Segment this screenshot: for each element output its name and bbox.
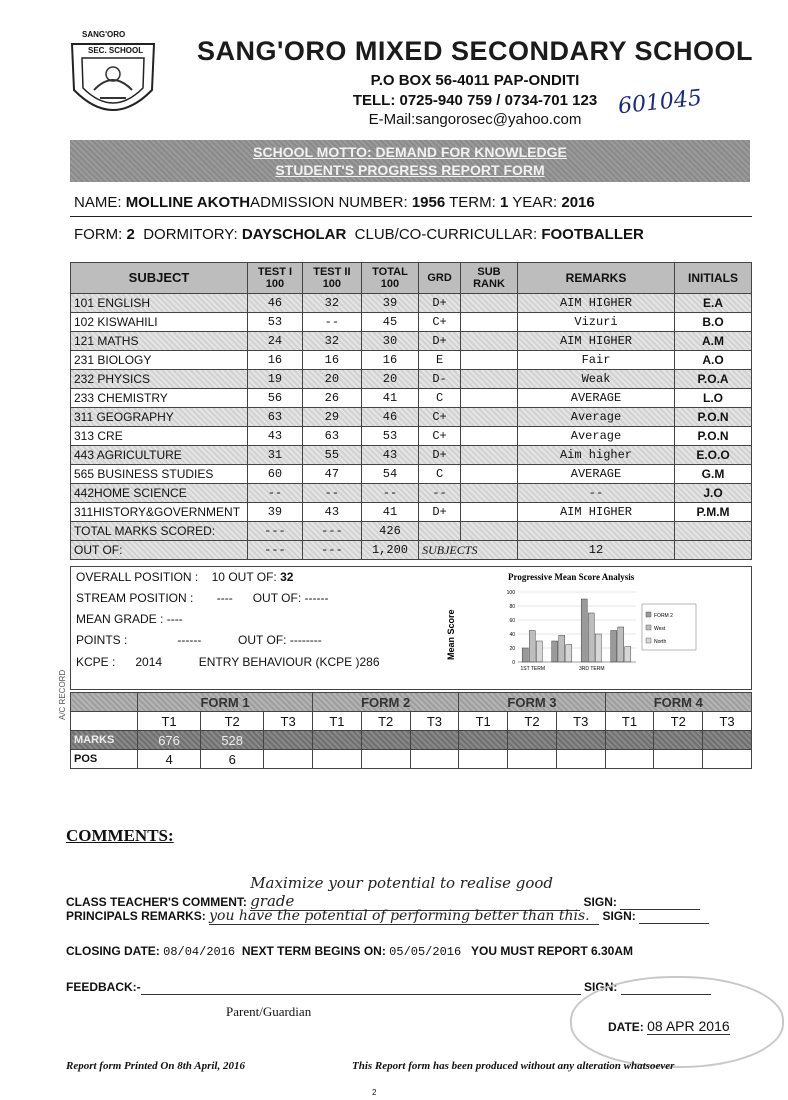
teacher-initials: B.O xyxy=(675,313,752,332)
subject-row xyxy=(71,408,752,427)
out-of-row xyxy=(71,541,752,560)
points-outof-label: OUT OF: xyxy=(238,633,287,647)
year-label: YEAR: xyxy=(512,194,558,211)
form1-header: FORM 1 xyxy=(138,693,313,712)
remarks: AVERAGE xyxy=(518,389,675,408)
col-remarks: REMARKS xyxy=(518,263,675,294)
closing-date-value: 08/04/2016 xyxy=(163,945,236,959)
test1-score: 63 xyxy=(248,408,303,427)
entry-behaviour-label: ENTRY BEHAVIOUR (KCPE ) xyxy=(198,655,360,669)
mean-grade-value: ---- xyxy=(166,612,183,626)
principal-text: you have the potential of performing better than this. xyxy=(209,908,599,925)
test2-score: 16 xyxy=(302,351,361,370)
col-test1-label: TEST I xyxy=(257,266,293,278)
total-score: -- xyxy=(361,484,418,503)
col-subject: SUBJECT xyxy=(71,263,248,294)
form-value: 2 xyxy=(126,226,135,243)
club-value: FOOTBALLER xyxy=(541,226,644,243)
total-score: 39 xyxy=(361,294,418,313)
total-marks-row xyxy=(71,522,752,541)
teacher-initials: A.M xyxy=(675,332,752,351)
remarks: Average xyxy=(518,408,675,427)
marks-cell xyxy=(703,731,752,750)
teacher-initials: A.O xyxy=(675,351,752,370)
test1-score: 43 xyxy=(248,427,303,446)
total-score: 46 xyxy=(361,408,418,427)
subjects-count: 12 xyxy=(518,541,675,560)
report-time: YOU MUST REPORT 6.30AM xyxy=(470,944,634,958)
pos-cell xyxy=(605,750,654,769)
form2-header: FORM 2 xyxy=(313,693,459,712)
sub-rank xyxy=(461,465,518,484)
school-logo xyxy=(64,30,162,132)
club-label: CLUB/CO-CURRICULLAR: xyxy=(354,226,538,243)
marks-cell xyxy=(264,731,313,750)
subject-name: 313 CRE xyxy=(71,427,248,446)
sub-rank xyxy=(461,351,518,370)
remarks: Weak xyxy=(518,370,675,389)
col-grade: GRD xyxy=(419,263,461,294)
marks-cell: 528 xyxy=(201,731,264,750)
points xyxy=(76,633,322,647)
marks-cell xyxy=(361,731,410,750)
teacher-initials: P.O.A xyxy=(675,370,752,389)
points-value: ------ xyxy=(177,633,202,647)
page-mark: 2 xyxy=(372,1088,377,1097)
teacher-initials: P.M.M xyxy=(675,503,752,522)
ac-record-label: A/C RECORD xyxy=(58,669,67,720)
test1-score: 31 xyxy=(248,446,303,465)
chart-legend-label: North xyxy=(654,639,667,645)
subject-name: 565 BUSINESS STUDIES xyxy=(71,465,248,484)
term-header: T1 xyxy=(605,712,654,731)
out-of-label: OUT OF: xyxy=(71,541,248,560)
remarks: AIM HIGHER xyxy=(518,503,675,522)
pos-cell xyxy=(264,750,313,769)
test2-score: 32 xyxy=(302,294,361,313)
student-info-line-1 xyxy=(74,194,595,211)
total-score: 41 xyxy=(361,389,418,408)
outof-t2: --- xyxy=(302,541,361,560)
chart-category-label: 3RD TERM xyxy=(579,666,605,672)
pos-cell xyxy=(459,750,508,769)
test2-score: 29 xyxy=(302,408,361,427)
col-initials: INITIALS xyxy=(675,263,752,294)
kcpe-label: KCPE : xyxy=(76,655,116,669)
subject-row xyxy=(71,351,752,370)
grade: C+ xyxy=(419,313,461,332)
chart-bar xyxy=(522,648,528,662)
entry-behaviour-value: 286 xyxy=(359,655,380,669)
teacher-initials: L.O xyxy=(675,389,752,408)
date-label: DATE: xyxy=(608,1020,644,1034)
marks-cell xyxy=(459,731,508,750)
term-header: T2 xyxy=(508,712,557,731)
student-name: MOLLINE AKOTH xyxy=(125,194,251,211)
remarks: Fair xyxy=(518,351,675,370)
col-total-label: TOTAL xyxy=(372,266,408,278)
form-header-row xyxy=(71,693,752,712)
remarks: Aim higher xyxy=(518,446,675,465)
chart-ytick: 80 xyxy=(509,604,515,610)
chart-legend-swatch xyxy=(646,625,651,630)
term-header: T1 xyxy=(459,712,508,731)
total-score: 41 xyxy=(361,503,418,522)
grade: C xyxy=(419,465,461,484)
logo-top-text: SANG'ORO xyxy=(82,30,126,39)
chart-ytick: 60 xyxy=(509,618,515,624)
form4-header: FORM 4 xyxy=(605,693,751,712)
overall-position-label: OVERALL POSITION : xyxy=(76,570,199,584)
remarks: Average xyxy=(518,427,675,446)
subject-name: 311HISTORY&GOVERNMENT xyxy=(71,503,248,522)
telephone: TELL: 0725-940 759 / 0734-701 123 xyxy=(352,92,598,109)
handwritten-number: 601045 xyxy=(616,85,704,120)
total-score: 16 xyxy=(361,351,418,370)
subject-name: 232 PHYSICS xyxy=(71,370,248,389)
school-motto: SCHOOL MOTTO: DEMAND FOR KNOWLEDGE xyxy=(253,144,567,160)
chart-bar xyxy=(595,634,601,662)
test1-score: 19 xyxy=(248,370,303,389)
pos-cell xyxy=(508,750,557,769)
subject-row xyxy=(71,446,752,465)
sub-rank xyxy=(461,427,518,446)
chart-ytick: 40 xyxy=(509,632,515,638)
feedback-sign-label: SIGN: xyxy=(584,980,618,994)
test2-score: 55 xyxy=(302,446,361,465)
marks-cell xyxy=(605,731,654,750)
term-header: T2 xyxy=(654,712,703,731)
name-label: NAME: xyxy=(74,194,122,211)
closing-line xyxy=(66,944,633,959)
total-score: 54 xyxy=(361,465,418,484)
subject-row xyxy=(71,484,752,503)
grade: D+ xyxy=(419,332,461,351)
term-header: T2 xyxy=(201,712,264,731)
kcpe xyxy=(76,655,380,669)
grade: E xyxy=(419,351,461,370)
marks-cell: 676 xyxy=(138,731,201,750)
total-score: 45 xyxy=(361,313,418,332)
teacher-initials: P.O.N xyxy=(675,408,752,427)
teacher-initials: E.A xyxy=(675,294,752,313)
admission-number: 1956 xyxy=(411,194,446,211)
subject-row xyxy=(71,332,752,351)
stream-outof-value: ------ xyxy=(304,591,329,605)
points-outof-value: -------- xyxy=(289,633,322,647)
subject-row xyxy=(71,370,752,389)
term-header: T1 xyxy=(313,712,362,731)
chart-bar xyxy=(559,635,565,662)
test1-score: -- xyxy=(248,484,303,503)
email: E-Mail:sangorosec@yahoo.com xyxy=(368,111,582,128)
test1-score: 46 xyxy=(248,294,303,313)
sub-rank xyxy=(461,503,518,522)
chart-bar xyxy=(618,627,624,662)
subject-row xyxy=(71,313,752,332)
pos-cell xyxy=(361,750,410,769)
test2-score: -- xyxy=(302,484,361,503)
col-test1-max: 100 xyxy=(265,278,285,290)
test1-score: 39 xyxy=(248,503,303,522)
test2-score: 43 xyxy=(302,503,361,522)
pos-label: POS xyxy=(71,750,138,769)
overall-outof-value: 32 xyxy=(280,570,294,584)
out-of-value: 1,200 xyxy=(361,541,418,560)
total-marks-value: 426 xyxy=(361,522,418,541)
term-label: TERM: xyxy=(449,194,496,211)
marks-cell xyxy=(313,731,362,750)
term-header: T1 xyxy=(138,712,201,731)
term-value: 1 xyxy=(499,194,509,211)
marks-cell xyxy=(410,731,459,750)
date-line xyxy=(608,1018,730,1035)
form-label: FORM: xyxy=(74,226,123,243)
overall-outof-label: OUT OF: xyxy=(228,570,277,584)
year-value: 2016 xyxy=(561,194,595,211)
chart-ytick: 20 xyxy=(509,646,515,652)
subject-name: 443 AGRICULTURE xyxy=(71,446,248,465)
printed-on: Report form Printed On 8th April, 2016 xyxy=(66,1060,245,1072)
test2-score: 26 xyxy=(302,389,361,408)
points-label: POINTS : xyxy=(76,633,128,647)
overall-position-value: 10 xyxy=(211,570,225,584)
sub-rank xyxy=(461,446,518,465)
chart-ytick: 100 xyxy=(506,590,515,596)
pos-cell xyxy=(654,750,703,769)
chart-bar xyxy=(581,599,587,662)
chart-bar xyxy=(611,631,617,663)
motto-banner xyxy=(70,140,750,182)
subject-row xyxy=(71,389,752,408)
test1-score: 24 xyxy=(248,332,303,351)
school-name: SANG'ORO MIXED SECONDARY SCHOOL xyxy=(197,36,753,66)
principal-signature xyxy=(639,909,709,924)
marks-cell xyxy=(508,731,557,750)
col-total xyxy=(361,263,418,294)
chart-category-label: 1ST TERM xyxy=(520,666,546,672)
total-t1: --- xyxy=(248,522,303,541)
sub-rank xyxy=(461,370,518,389)
next-term-label: NEXT TERM BEGINS ON: xyxy=(241,944,386,958)
grade: C+ xyxy=(419,408,461,427)
mean-grade xyxy=(76,612,183,626)
subject-name: 442HOME SCIENCE xyxy=(71,484,248,503)
subject-row xyxy=(71,294,752,313)
col-total-max: 100 xyxy=(380,278,400,290)
test2-score: 47 xyxy=(302,465,361,484)
subject-row xyxy=(71,503,752,522)
col-test2 xyxy=(302,263,361,294)
chart-svg xyxy=(440,570,700,686)
po-box: P.O BOX 56-4011 PAP-ONDITI xyxy=(370,72,580,89)
col-test1 xyxy=(248,263,303,294)
logo-mid-text: SEC. SCHOOL xyxy=(88,46,144,55)
pos-cell: 6 xyxy=(201,750,264,769)
test1-score: 53 xyxy=(248,313,303,332)
remarks: AIM HIGHER xyxy=(518,332,675,351)
next-term-value: 05/05/2016 xyxy=(389,945,462,959)
subject-name: 233 CHEMISTRY xyxy=(71,389,248,408)
total-score: 30 xyxy=(361,332,418,351)
parent-guardian: Parent/Guardian xyxy=(226,1004,312,1019)
subject-row xyxy=(71,427,752,446)
stream-position-value: ---- xyxy=(216,591,233,605)
dormitory-label: DORMITORY: xyxy=(143,226,238,243)
total-score: 20 xyxy=(361,370,418,389)
class-teacher-comment xyxy=(66,874,700,911)
test2-score: -- xyxy=(302,313,361,332)
admission-label: ADMISSION NUMBER: xyxy=(250,194,408,211)
subjects-table xyxy=(70,262,752,560)
subjects-label: SUBJECTS xyxy=(419,541,518,560)
dormitory-value: DAYSCHOLAR xyxy=(241,226,347,243)
total-score: 43 xyxy=(361,446,418,465)
test1-score: 56 xyxy=(248,389,303,408)
comments-heading: COMMENTS: xyxy=(66,826,174,845)
stream-position-label: STREAM POSITION : xyxy=(76,591,194,605)
teacher-initials: E.O.O xyxy=(675,446,752,465)
divider xyxy=(70,216,752,217)
pos-cell xyxy=(313,750,362,769)
test2-score: 63 xyxy=(302,427,361,446)
grade: -- xyxy=(419,484,461,503)
term-header: T3 xyxy=(556,712,605,731)
subject-name: 231 BIOLOGY xyxy=(71,351,248,370)
principal-sign-label: SIGN: xyxy=(602,909,636,923)
sub-rank xyxy=(461,332,518,351)
grade: D+ xyxy=(419,503,461,522)
total-t2: --- xyxy=(302,522,361,541)
chart-legend-label: West xyxy=(654,626,666,632)
closing-date-label: CLOSING DATE: xyxy=(66,944,160,958)
sub-rank xyxy=(461,484,518,503)
chart-bar xyxy=(529,631,535,663)
pos-cell xyxy=(703,750,752,769)
term-header: T2 xyxy=(361,712,410,731)
chart-legend-swatch xyxy=(646,638,651,643)
kcpe-value: 2014 xyxy=(135,655,163,669)
pos-cell: 4 xyxy=(138,750,201,769)
subject-name: 102 KISWAHILI xyxy=(71,313,248,332)
remarks: Vizuri xyxy=(518,313,675,332)
marks-row xyxy=(71,731,752,750)
mean-score-chart xyxy=(440,570,700,686)
date-value: 08 APR 2016 xyxy=(647,1018,730,1034)
term-header: T3 xyxy=(264,712,313,731)
col-sub-rank: SUB RANK xyxy=(461,263,518,294)
subject-name: 311 GEOGRAPHY xyxy=(71,408,248,427)
col-test2-label: TEST II xyxy=(313,266,351,278)
test1-score: 16 xyxy=(248,351,303,370)
grade: C+ xyxy=(419,427,461,446)
test2-score: 32 xyxy=(302,332,361,351)
chart-bar xyxy=(625,647,631,662)
term-header: T3 xyxy=(703,712,752,731)
remarks: -- xyxy=(518,484,675,503)
pos-row xyxy=(71,750,752,769)
stream-outof-label: OUT OF: xyxy=(252,591,302,605)
chart-bar xyxy=(552,641,558,662)
sub-rank xyxy=(461,313,518,332)
mean-grade-label: MEAN GRADE : xyxy=(76,612,164,626)
student-info-line-2 xyxy=(74,226,644,243)
feedback-blank xyxy=(141,980,581,995)
outof-t1: --- xyxy=(248,541,303,560)
chart-bar xyxy=(566,645,572,663)
remarks: AIM HIGHER xyxy=(518,294,675,313)
class-teacher-label: CLASS TEACHER'S COMMENT: xyxy=(66,895,247,909)
test2-score: 20 xyxy=(302,370,361,389)
col-test2-max: 100 xyxy=(322,278,342,290)
marks-cell xyxy=(556,731,605,750)
chart-bar xyxy=(536,641,542,662)
academic-record-table xyxy=(70,692,752,769)
sub-rank xyxy=(461,389,518,408)
chart-ytick: 0 xyxy=(512,660,515,666)
class-teacher-text: Maximize your potential to realise good grade xyxy=(250,874,580,911)
sub-rank xyxy=(461,408,518,427)
feedback-label: FEEDBACK:- xyxy=(66,980,141,994)
marks-cell xyxy=(654,731,703,750)
principal-label: PRINCIPALS REMARKS: xyxy=(66,909,206,923)
teacher-initials: G.M xyxy=(675,465,752,484)
grade: D+ xyxy=(419,294,461,313)
chart-legend-label: FORM 2 xyxy=(654,613,673,619)
principal-remarks xyxy=(66,908,709,925)
class-teacher-sign-label: SIGN: xyxy=(583,895,617,909)
chart-ylabel: Mean Score xyxy=(446,609,456,660)
teacher-initials: P.O.N xyxy=(675,427,752,446)
grade: C xyxy=(419,389,461,408)
subject-name: 121 MATHS xyxy=(71,332,248,351)
term-header-row xyxy=(71,712,752,731)
marks-label: MARKS xyxy=(71,731,138,750)
grade: D- xyxy=(419,370,461,389)
form-title: STUDENT'S PROGRESS REPORT FORM xyxy=(275,162,545,178)
stream-position xyxy=(76,591,328,605)
subject-row xyxy=(71,465,752,484)
total-score: 53 xyxy=(361,427,418,446)
no-alteration-note: This Report form has been produced without any alteration whatsoever xyxy=(352,1060,675,1072)
grade: D+ xyxy=(419,446,461,465)
total-marks-label: TOTAL MARKS SCORED: xyxy=(71,522,248,541)
pos-cell xyxy=(410,750,459,769)
overall-position xyxy=(76,570,293,584)
chart-bar xyxy=(588,613,594,662)
teacher-initials: J.O xyxy=(675,484,752,503)
chart-title: Progressive Mean Score Analysis xyxy=(508,572,635,582)
term-header: T3 xyxy=(410,712,459,731)
subjects-header-row xyxy=(71,263,752,294)
subject-name: 101 ENGLISH xyxy=(71,294,248,313)
sub-rank xyxy=(461,294,518,313)
form3-header: FORM 3 xyxy=(459,693,605,712)
test1-score: 60 xyxy=(248,465,303,484)
remarks: AVERAGE xyxy=(518,465,675,484)
pos-cell xyxy=(556,750,605,769)
chart-legend-swatch xyxy=(646,612,651,617)
